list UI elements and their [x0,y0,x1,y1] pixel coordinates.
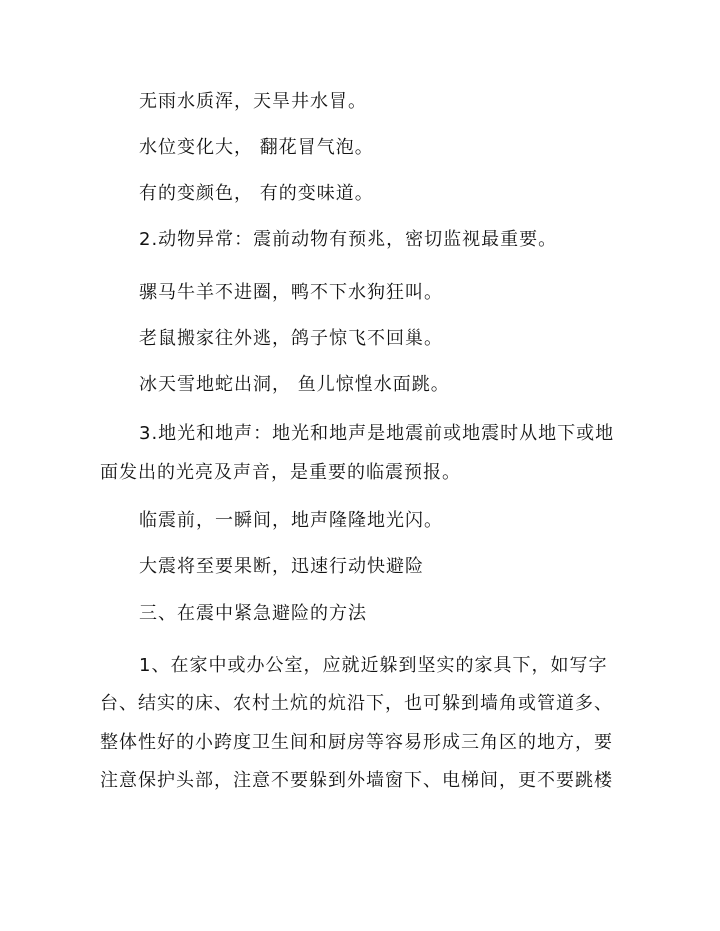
paragraph-line: 注意保护头部，注意不要躲到外墙窗下、电梯间，更不要跳楼 [100,770,613,791]
text-line: 老鼠搬家往外逃，鸽子惊飞不回巢。 [139,328,443,349]
section-heading-animal: 2.动物异常：震前动物有预兆，密切监视最重要。 [139,229,558,250]
text-line: 骡马牛羊不进圈，鸭不下水狗狂叫。 [139,282,443,303]
text-line: 有的变颜色， 有的变味道。 [139,183,374,204]
text-line: 面发出的光亮及声音，是重要的临震预报。 [100,462,461,483]
text-line: 冰天雪地蛇出洞， 鱼儿惊惶水面跳。 [139,374,450,395]
section-heading-light-sound: 3.地光和地声：地光和地声是地震前或地震时从地下或地 [139,423,615,444]
text-line: 临震前，一瞬间，地声隆隆地光闪。 [139,510,443,531]
paragraph-line: 1、在家中或办公室，应就近躲到坚实的家具下，如写字 [139,655,608,676]
text-line: 大震将至要果断，迅速行动快避险 [139,556,424,577]
text-line: 无雨水质浑，天旱井水冒。 [139,91,367,112]
paragraph-line: 台、结实的床、农村土炕的炕沿下，也可躲到墙角或管道多、 [100,693,613,714]
text-line: 水位变化大， 翻花冒气泡。 [139,137,374,158]
section-heading-emergency: 三、在震中紧急避险的方法 [139,603,367,624]
paragraph-line: 整体性好的小跨度卫生间和厨房等容易形成三角区的地方，要 [100,732,613,753]
